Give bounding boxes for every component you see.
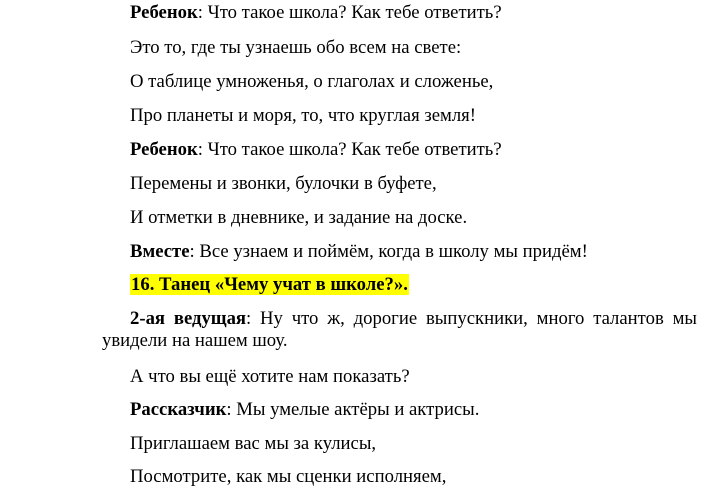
line-text: И отметки в дневнике, и задание на доске. bbox=[130, 207, 468, 228]
script-line bbox=[130, 207, 467, 229]
section-heading bbox=[130, 274, 409, 296]
speaker-name: 2-ая ведущая bbox=[130, 308, 247, 329]
speaker-name: Ребенок bbox=[130, 2, 198, 23]
line-text: : Ну что ж, дорогие выпускники, много талантов мы bbox=[246, 308, 697, 329]
script-line bbox=[130, 105, 476, 127]
line-text: : Все узнаем и поймём, когда в школу мы придём! bbox=[189, 241, 588, 262]
speaker-name: Ребенок bbox=[130, 139, 198, 160]
line-text: : Что такое школа? Как тебе ответить? bbox=[197, 139, 502, 160]
line-text: : Что такое школа? Как тебе ответить? bbox=[197, 2, 502, 23]
script-line bbox=[130, 139, 502, 161]
script-line bbox=[130, 466, 446, 488]
line-text: Это то, где ты узнаешь обо всем на свете: bbox=[130, 37, 462, 58]
speaker-name: Вместе bbox=[130, 241, 190, 262]
script-line bbox=[130, 399, 479, 421]
script-line bbox=[130, 366, 410, 388]
host-line-second: увидели на нашем шоу. bbox=[102, 330, 288, 351]
line-text: Посмотрите, как мы сценки исполняем, bbox=[130, 466, 447, 487]
script-line bbox=[130, 37, 461, 59]
script-line bbox=[130, 2, 502, 24]
host-paragraph bbox=[102, 308, 697, 352]
line-text: А что вы ещё хотите нам показать? bbox=[130, 366, 410, 387]
script-line bbox=[130, 71, 493, 93]
speaker-name: Рассказчик bbox=[130, 399, 227, 420]
script-line bbox=[130, 241, 588, 263]
line-text: Про планеты и моря, то, что круглая земля! bbox=[130, 105, 477, 126]
highlighted-heading: 16. Танец «Чему учат в школе?». bbox=[131, 274, 408, 295]
line-text: О таблице умноженья, о глаголах и сложенье, bbox=[130, 71, 494, 92]
host-line-first bbox=[130, 308, 697, 330]
line-text: : Мы умелые актёры и актрисы. bbox=[226, 399, 480, 420]
line-text: Приглашаем вас мы за кулисы, bbox=[130, 433, 377, 454]
line-text: Перемены и звонки, булочки в буфете, bbox=[130, 173, 437, 194]
script-line bbox=[130, 433, 376, 455]
script-line bbox=[130, 173, 437, 195]
